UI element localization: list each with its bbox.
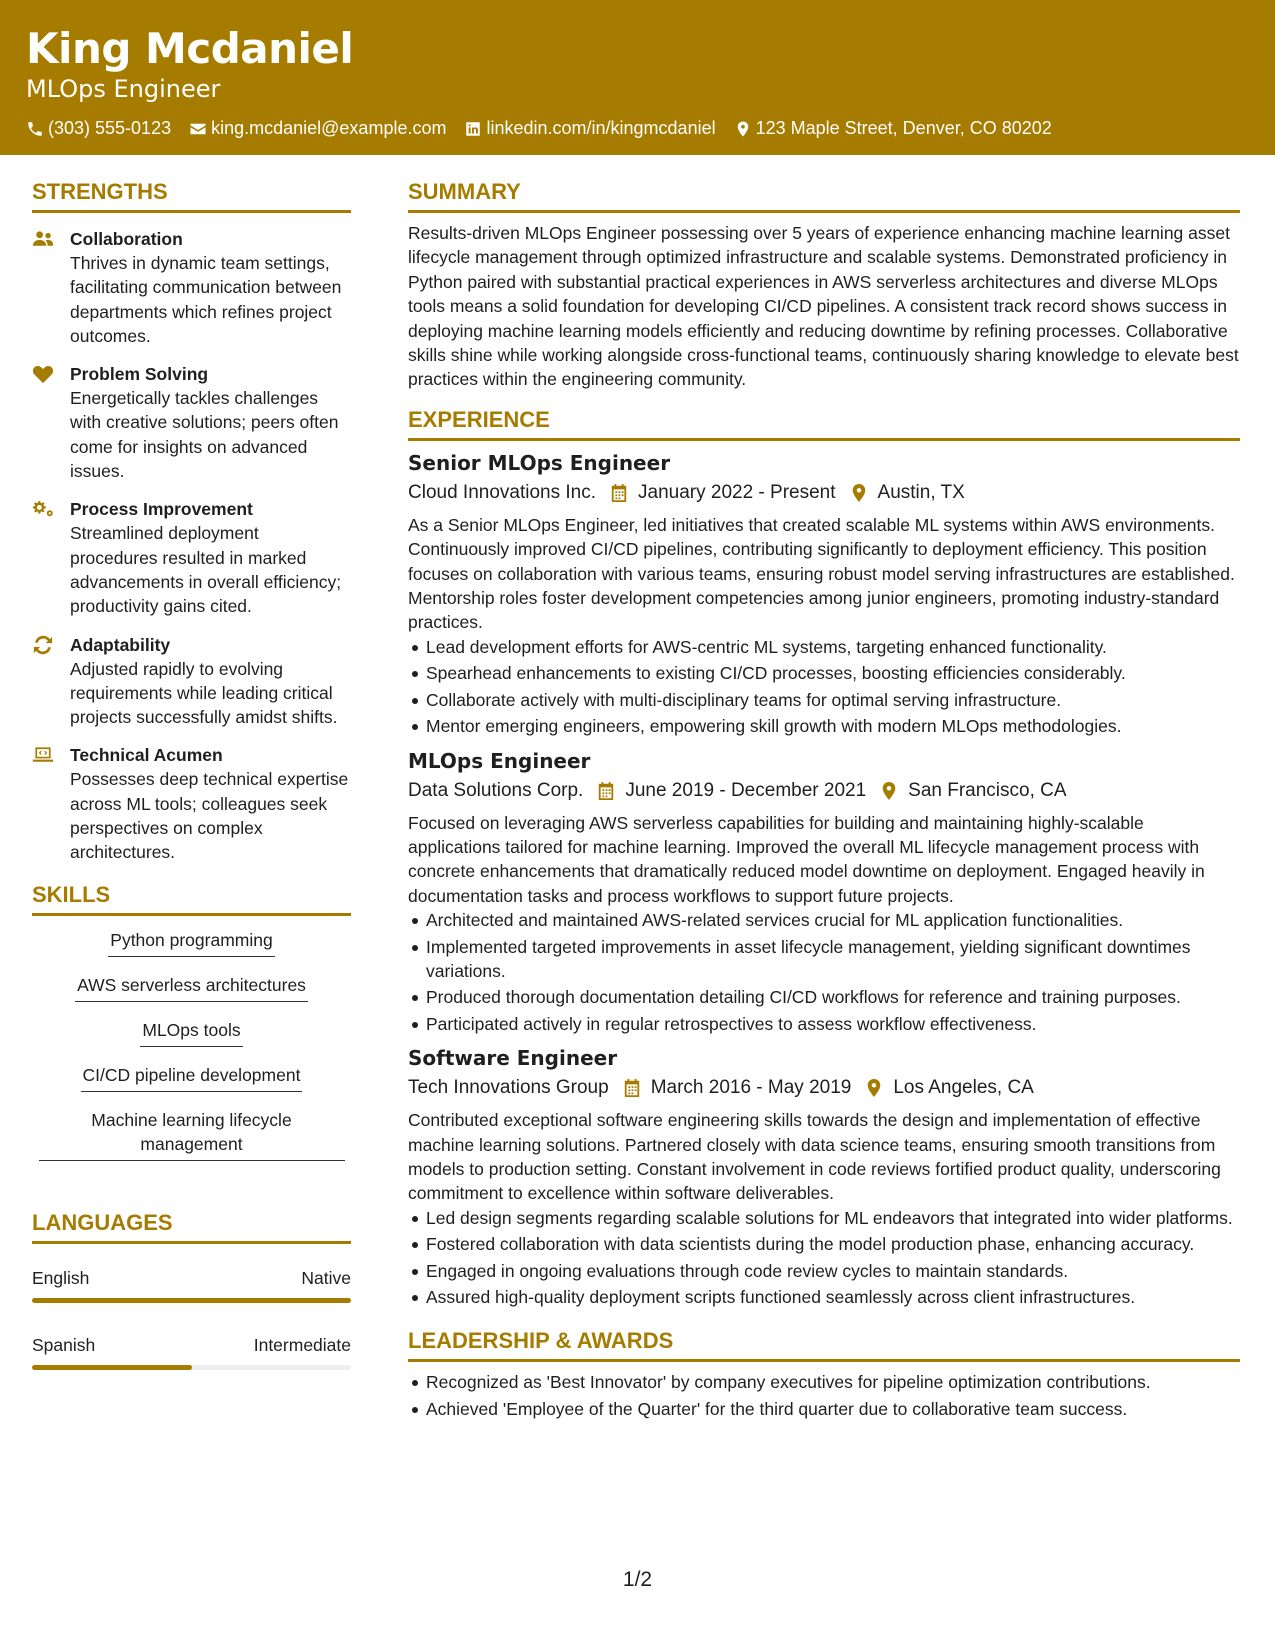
job-entry (408, 747, 1240, 1037)
right-column (408, 178, 1240, 1423)
phone-text: (303) 555-0123 (48, 118, 172, 138)
job-description: As a Senior MLOps Engineer, led initiatives that created scalable ML systems within AWS environments. Continuously improved CI/CD pipelines, contributing significantly to deployment efficiency. This position focuses on collaboration with various teams, ensuring robust model serving infrastructures are established. Mentorship roles foster development competencies among junior engineers, promoting industry-standard practices. (408, 514, 1235, 633)
linkedin-icon (464, 120, 482, 138)
job-meta (408, 777, 1240, 805)
job-bullets (408, 635, 1240, 739)
skill-item: Python programming (108, 928, 274, 957)
job-location: Los Angeles, CA (893, 1077, 1034, 1099)
job-dates: January 2022 - Present (638, 481, 836, 503)
job-title: Senior MLOps Engineer (408, 450, 671, 475)
strength-item (32, 227, 351, 348)
language-name: Spanish (32, 1334, 96, 1355)
strength-title: Technical Acumen (70, 745, 223, 766)
list-item: Architected and maintained AWS-related services crucial for ML application functionalities. (408, 908, 1240, 932)
list-item: Collaborate actively with multi-disciplinary teams for optimal serving infrastructure. (408, 688, 1240, 712)
resume-header (0, 0, 1275, 155)
strength-item (32, 743, 351, 864)
strength-title: Problem Solving (70, 364, 209, 385)
list-item: Assured high-quality deployment scripts functioned seamlessly across client infrastructures. (408, 1285, 1240, 1309)
skills-heading: SKILLS (32, 881, 351, 916)
job-dates: June 2019 - December 2021 (625, 779, 867, 801)
skill-item: MLOps tools (140, 1018, 242, 1047)
job-meta (408, 1074, 1240, 1102)
job-title: MLOps Engineer (408, 748, 591, 773)
list-item: Recognized as 'Best Innovator' by company executives for pipeline optimization contributions. (408, 1370, 1240, 1394)
strength-item (32, 362, 351, 483)
language-item (32, 1266, 351, 1303)
list-item: Implemented targeted improvements in asset lifecycle management, yielding significant downtimes variations. (408, 935, 1240, 984)
candidate-name: King Mcdaniel (26, 24, 354, 73)
list-item: Lead development efforts for AWS-centric ML systems, targeting enhanced functionality. (408, 635, 1240, 659)
languages-list (32, 1266, 351, 1370)
sync-icon (32, 635, 54, 655)
skill-item: Machine learning lifecycle management (39, 1108, 345, 1161)
list-item: Led design segments regarding scalable solutions for ML endeavors that integrated into wider platforms. (408, 1206, 1240, 1230)
skill-item: CI/CD pipeline development (81, 1063, 303, 1092)
users-icon (32, 229, 54, 249)
languages-heading: LANGUAGES (32, 1209, 351, 1244)
job-entry (408, 449, 1240, 739)
summary-heading: SUMMARY (408, 178, 1240, 213)
page-number: 1/2 (622, 1568, 653, 1591)
list-item: Achieved 'Employee of the Quarter' for the third quarter due to collaborative team success. (408, 1397, 1240, 1421)
strength-text: Streamlined deployment procedures resulted in marked advancements in overall efficiency; productivity gains cited. (70, 523, 342, 617)
strength-item (32, 633, 351, 730)
calendar-icon (610, 483, 628, 503)
list-item: Mentor emerging engineers, empowering skill growth with modern MLOps methodologies. (408, 714, 1240, 738)
experience-heading: EXPERIENCE (408, 406, 1240, 441)
job-location: Austin, TX (877, 481, 965, 503)
job-bullets (408, 908, 1240, 1036)
language-proficiency-fill (32, 1365, 192, 1370)
job-title: Software Engineer (408, 1046, 618, 1071)
map-marker-icon (850, 483, 868, 503)
awards-list (408, 1370, 1240, 1421)
language-level: Native (301, 1267, 351, 1288)
job-meta (408, 479, 1240, 507)
envelope-icon (189, 120, 207, 138)
left-column (32, 178, 351, 1400)
address-text: 123 Maple Street, Denver, CO 80202 (755, 118, 1052, 138)
strength-item (32, 497, 351, 618)
laptop-code-icon (32, 745, 54, 765)
map-marker-icon (880, 781, 898, 801)
calendar-icon (623, 1078, 641, 1098)
job-company: Cloud Innovations Inc. (408, 481, 597, 503)
map-marker-icon (865, 1078, 883, 1098)
list-item: Fostered collaboration with data scientists during the model production phase, enhancing accuracy. (408, 1232, 1240, 1256)
language-proficiency-fill (32, 1298, 351, 1303)
job-entry (408, 1044, 1240, 1309)
candidate-role: MLOps Engineer (26, 75, 221, 103)
cogs-icon (32, 499, 54, 519)
job-company: Tech Innovations Group (408, 1077, 609, 1099)
strengths-list (32, 227, 351, 865)
email-text: king.mcdaniel@example.com (211, 118, 447, 138)
job-bullets (408, 1206, 1240, 1310)
language-name: English (32, 1267, 90, 1288)
language-proficiency-bar (32, 1365, 351, 1370)
contact-linkedin[interactable] (464, 118, 715, 139)
strength-text: Thrives in dynamic team settings, facilitating communication between departments which refines project outcomes. (70, 253, 342, 346)
language-level: Intermediate (253, 1334, 351, 1355)
phone-icon (26, 120, 44, 138)
summary-text: Results-driven MLOps Engineer possessing over 5 years of experience enhancing machine learning asset lifecycle management through optimized infrastructure and scalable systems. Demonstrated proficiency in Python paired with substantial practical experiences in AWS serverless architectures and diverse MLOps tools means a solid foundation for developing CI/CD pipelines. A consistent track record shows success in deploying machine learning models efficiently and reducing downtime by refining processes. Collaborative skills shine while working alongside cross-functional teams, continuously sharing knowledge to elevate best practices within the engineering community. (408, 223, 1239, 390)
list-item: Spearhead enhancements to existing CI/CD processes, boosting efficiencies considerably. (408, 661, 1240, 685)
strengths-heading: STRENGTHS (32, 178, 351, 213)
linkedin-text: linkedin.com/in/kingmcdaniel (486, 118, 716, 138)
strength-text: Energetically tackles challenges with creative solutions; peers often come for insights on advanced issues. (70, 388, 339, 482)
contact-phone[interactable] (26, 118, 171, 139)
job-description: Focused on leveraging AWS serverless capabilities for building and maintaining highly-scalable applications tailored for machine learning. Improved the overall ML lifecycle management process with concrete enhancements that dramatically reduced model downtime on deployment. Engaged heavily in documentation tasks and process workflows to support future projects. (408, 812, 1205, 906)
awards-heading: LEADERSHIP & AWARDS (408, 1327, 1240, 1362)
strength-title: Process Improvement (70, 499, 253, 520)
list-item: Engaged in ongoing evaluations through code review cycles to maintain standards. (408, 1259, 1240, 1283)
strength-text: Possesses deep technical expertise across ML tools; colleagues seek perspectives on complex architectures. (70, 769, 349, 863)
skill-item: AWS serverless architectures (75, 973, 308, 1002)
job-description: Contributed exceptional software engineering skills towards the design and implementation of effective machine learning solutions. Partnered closely with data science teams, ensuring smooth transitions from models to production setting. Constant involvement in code reviews fortified product quality, underscoring commitment to excellence within software deliverables. (408, 1110, 1221, 1204)
job-dates: March 2016 - May 2019 (650, 1077, 852, 1099)
contact-address (734, 118, 1052, 139)
strength-title: Collaboration (70, 229, 183, 249)
list-item: Participated actively in regular retrospectives to assess workflow effectiveness. (408, 1012, 1240, 1036)
language-item (32, 1333, 351, 1370)
skills-list (32, 928, 351, 1177)
job-location: San Francisco, CA (908, 779, 1067, 801)
heart-icon (32, 364, 54, 384)
strength-text: Adjusted rapidly to evolving requirements while leading critical projects successfully amidst shifts. (70, 658, 338, 728)
strength-title: Adaptability (70, 634, 171, 655)
job-company: Data Solutions Corp. (408, 779, 584, 801)
calendar-icon (597, 781, 615, 801)
list-item: Produced thorough documentation detailing CI/CD workflows for reference and training purposes. (408, 985, 1240, 1009)
map-marker-icon (734, 120, 752, 138)
contact-bar (26, 118, 1249, 139)
contact-email[interactable] (189, 118, 446, 139)
language-proficiency-bar (32, 1298, 351, 1303)
